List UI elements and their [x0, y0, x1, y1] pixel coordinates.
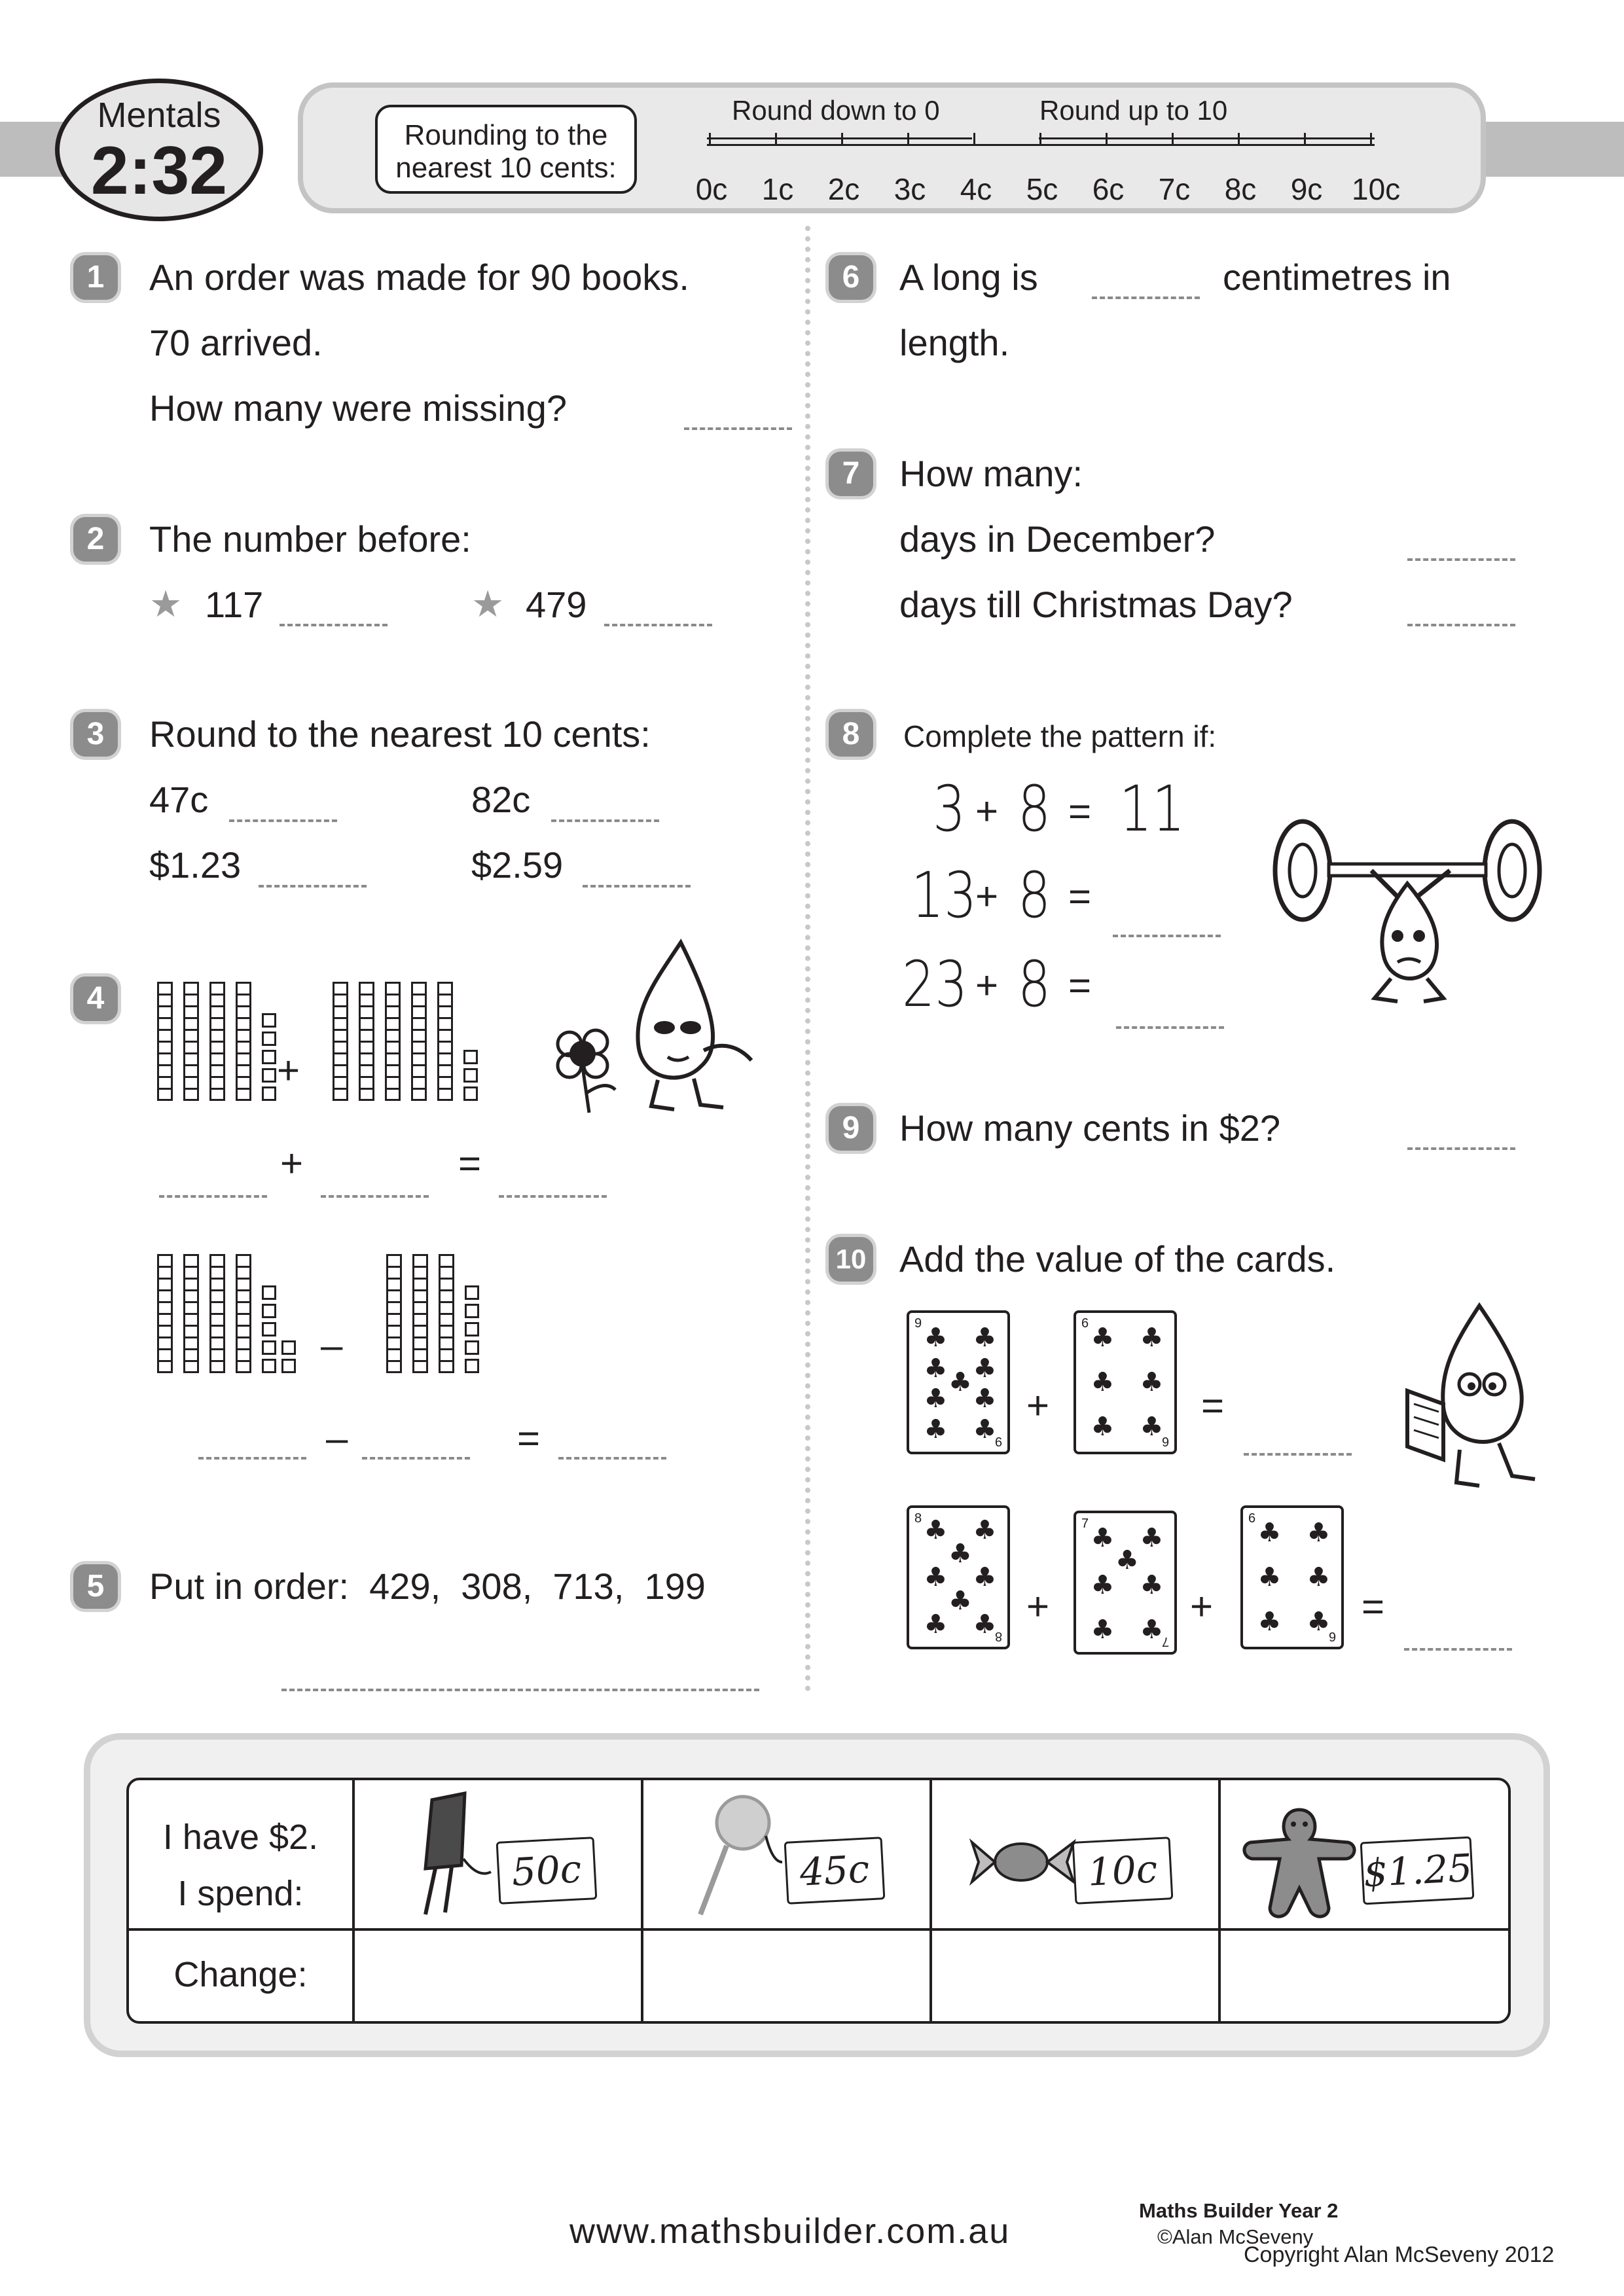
unit-cube-block [465, 1322, 479, 1336]
question-8-number: 8 [829, 712, 873, 757]
ten-rod-block [183, 982, 199, 1101]
question-9-number: 9 [829, 1106, 873, 1151]
scale-label: 2c [827, 172, 860, 206]
ten-rod-block [439, 1254, 454, 1373]
unit-cube-block [262, 1031, 276, 1046]
q4-minus-sign: – [321, 1323, 343, 1367]
ten-rod-block [236, 982, 251, 1101]
q3-item-1: 47c [149, 779, 209, 820]
q4-plus-sign-2: + [280, 1141, 304, 1185]
q8-row-1-a: 3 [933, 772, 966, 846]
card-corner-value: 9 [994, 1434, 1002, 1448]
q5-answer-blank[interactable] [281, 1689, 759, 1691]
q10-equals-sign-2: = [1362, 1585, 1385, 1628]
club-suit-icon: ♣ [948, 1586, 972, 1617]
q4-blank-2[interactable] [321, 1195, 429, 1198]
club-suit-icon: ♣ [1307, 1562, 1331, 1592]
mentals-number: 2:32 [90, 133, 228, 209]
club-suit-icon: ♣ [1140, 1411, 1164, 1442]
unit-cube-block [463, 1050, 478, 1064]
club-suit-icon: ♣ [1140, 1367, 1164, 1397]
scale-tick [1106, 133, 1108, 145]
club-suit-icon: ♣ [1307, 1606, 1331, 1637]
q8-row-1-result: 11 [1119, 772, 1185, 846]
round-down-bracket [707, 137, 972, 139]
question-2-number: 2 [73, 517, 118, 562]
mentals-badge [55, 79, 263, 221]
q8-row-2-b: 8 [1018, 859, 1051, 932]
question-7-number: 7 [829, 452, 873, 496]
ten-rod-block [437, 982, 453, 1101]
club-suit-icon: ♣ [924, 1515, 948, 1545]
club-suit-icon: ♣ [924, 1384, 948, 1414]
scale-tick [709, 133, 711, 145]
club-suit-icon: ♣ [1091, 1523, 1115, 1554]
q4-blank-3[interactable] [499, 1195, 607, 1198]
card-corner-value: 7 [1161, 1634, 1169, 1649]
ten-rod-block [157, 982, 173, 1101]
price-tag-value: 45c [799, 1846, 871, 1895]
rounding-label-box [375, 105, 637, 194]
q3-item-3: $1.23 [149, 844, 242, 886]
price-tag-value: 10c [1087, 1846, 1159, 1895]
q4-blank-1[interactable] [159, 1195, 267, 1198]
unit-cube-block [262, 1086, 276, 1101]
q1-line-1: An order was made for 90 books. [149, 257, 689, 298]
q4-blank-5[interactable] [362, 1457, 470, 1460]
ten-rod-block [411, 982, 427, 1101]
unit-cube-block [463, 1086, 478, 1101]
q3-item-2: 82c [471, 779, 531, 820]
ice-block-icon [399, 1787, 497, 1918]
scale-tick [973, 133, 975, 145]
club-suit-icon: ♣ [924, 1562, 948, 1592]
table-row-1-label: I have $2. I spend: [162, 1818, 319, 1913]
q8-row-1-plus: + [975, 789, 999, 833]
club-suit-icon: ♣ [1091, 1570, 1115, 1601]
q3-item-4: $2.59 [471, 844, 564, 886]
q4-blank-4[interactable] [198, 1457, 306, 1460]
card-corner-value: 8 [914, 1511, 922, 1526]
q4-equals-sign: = [458, 1141, 482, 1185]
q9-answer-blank[interactable] [1407, 1147, 1515, 1150]
round-up-bracket [1039, 137, 1375, 139]
q7-answer-blank-1[interactable] [1407, 558, 1515, 561]
scale-label: 10c [1352, 172, 1401, 206]
price-tag [784, 1837, 886, 1905]
scale-label: 6c [1092, 172, 1125, 206]
mentals-label: Mentals [97, 96, 221, 135]
price-tag [496, 1837, 598, 1905]
lollipop-icon [687, 1790, 785, 1921]
water-drop-mascot-reading-icon [1388, 1299, 1545, 1496]
club-suit-icon: ♣ [1115, 1545, 1139, 1576]
ten-rod-block [209, 1254, 225, 1373]
water-drop-mascot-weightlifter-icon [1263, 798, 1551, 1008]
q8-prompt: Complete the pattern if: [903, 719, 1217, 753]
q8-answer-blank-1[interactable] [1113, 935, 1221, 937]
water-drop-mascot-flower-icon [543, 929, 759, 1119]
q6-text-c: length. [899, 322, 1010, 363]
q3-answer-blank-1[interactable] [229, 819, 337, 822]
scale-label: 4c [960, 172, 992, 206]
q4-plus-sign: + [277, 1049, 300, 1092]
scale-tick [1370, 133, 1372, 145]
change-cell-1[interactable] [355, 1931, 641, 2024]
scale-tick [775, 133, 777, 145]
q10-answer-blank-1[interactable] [1244, 1453, 1352, 1456]
card-corner-value: 6 [1328, 1629, 1336, 1643]
q2-answer-blank-1[interactable] [280, 624, 388, 626]
scale-tick [1039, 133, 1041, 145]
scale-tick [907, 133, 909, 145]
question-5-number: 5 [73, 1564, 118, 1609]
wrapped-lolly-icon [969, 1826, 1087, 1898]
q7-answer-blank-2[interactable] [1407, 624, 1515, 626]
unit-cube-block [262, 1340, 276, 1355]
ten-rod-block [183, 1254, 199, 1373]
playing-card [907, 1310, 1010, 1454]
ten-rod-block [359, 982, 374, 1101]
change-cell-4[interactable] [1221, 1931, 1511, 2024]
star-icon: ★ [471, 583, 505, 626]
q8-row-3-b: 8 [1018, 948, 1051, 1021]
question-6-number: 6 [829, 255, 873, 300]
ten-rod-block [209, 982, 225, 1101]
question-3-number: 3 [73, 712, 118, 757]
playing-card [1074, 1310, 1177, 1454]
ten-rod-block [157, 1254, 173, 1373]
change-cell-2[interactable] [643, 1931, 929, 2024]
scale-tick [1172, 133, 1174, 145]
ten-rod-block [385, 982, 401, 1101]
unit-cube-block [262, 1322, 276, 1336]
club-suit-icon: ♣ [1140, 1615, 1164, 1645]
club-suit-icon: ♣ [1091, 1615, 1115, 1645]
card-corner-value: 9 [914, 1316, 922, 1331]
unit-cube-block [262, 1359, 276, 1373]
playing-card [907, 1505, 1010, 1649]
scale-label: 3c [893, 172, 926, 206]
price-tag-value: $1.25 [1362, 1845, 1473, 1896]
q4-blank-6[interactable] [558, 1457, 666, 1460]
q1-answer-blank[interactable] [684, 427, 792, 430]
unit-cube-block [262, 1013, 276, 1028]
ten-rod-block [333, 982, 348, 1101]
unit-cube-block [465, 1359, 479, 1373]
club-suit-icon: ♣ [924, 1353, 948, 1384]
scale-label: 9c [1290, 172, 1323, 206]
playing-card [1240, 1505, 1344, 1649]
club-suit-icon: ♣ [924, 1609, 948, 1640]
club-suit-icon: ♣ [973, 1515, 997, 1545]
club-suit-icon: ♣ [1140, 1523, 1164, 1554]
question-10-number: 10 [829, 1237, 873, 1282]
unit-cube-block [465, 1304, 479, 1318]
q8-row-1-equals: = [1068, 789, 1092, 833]
card-corner-value: 6 [1248, 1511, 1256, 1526]
club-suit-icon: ♣ [1307, 1518, 1331, 1549]
card-corner-value: 7 [1081, 1516, 1089, 1531]
ten-rod-block [386, 1254, 402, 1373]
q3-answer-blank-3[interactable] [259, 885, 367, 888]
footer-book-title: Maths Builder Year 2 [1139, 2199, 1339, 2222]
club-suit-icon: ♣ [1091, 1367, 1115, 1397]
scale-label: 8c [1224, 172, 1257, 206]
round-up-label: Round up to 10 [1039, 95, 1228, 126]
unit-cube-block [465, 1340, 479, 1355]
scale-label: 1c [761, 172, 794, 206]
q8-row-2-plus: + [975, 874, 999, 918]
table-row-2-label: Change: [173, 1955, 308, 1994]
unit-cube-block [262, 1304, 276, 1318]
club-suit-icon: ♣ [1257, 1606, 1282, 1637]
card-corner-value: 6 [1081, 1316, 1089, 1331]
column-divider [805, 226, 810, 1692]
rounding-label-text: Rounding to the nearest 10 cents: [395, 119, 617, 184]
gingerbread-man-icon [1237, 1803, 1362, 1921]
q9-prompt: How many cents in $2? [899, 1107, 1281, 1149]
q5-prompt: Put in order: 429, 308, 713, 199 [149, 1566, 706, 1607]
q3-answer-blank-2[interactable] [551, 819, 659, 822]
q6-text-b: centimetres in [1223, 257, 1451, 298]
ten-rod-block [236, 1254, 251, 1373]
footer-copyright: Copyright Alan McSeveny 2012 [1244, 2242, 1555, 2267]
q4-equals-sign-2: = [517, 1416, 541, 1460]
q10-plus-sign-3: + [1190, 1585, 1214, 1628]
q2-prompt: The number before: [149, 518, 471, 560]
round-down-label: Round down to 0 [732, 95, 940, 126]
card-corner-value: 6 [1161, 1434, 1169, 1448]
q10-prompt: Add the value of the cards. [899, 1238, 1336, 1280]
club-suit-icon: ♣ [948, 1538, 972, 1569]
club-suit-icon: ♣ [973, 1323, 997, 1354]
q10-plus-sign-1: + [1026, 1384, 1050, 1427]
q6-text-a: A long is [899, 257, 1038, 298]
q1-line-2: 70 arrived. [149, 322, 323, 363]
scale-tick [1304, 133, 1306, 145]
club-suit-icon: ♣ [973, 1414, 997, 1445]
club-suit-icon: ♣ [1091, 1323, 1115, 1354]
club-suit-icon: ♣ [1257, 1518, 1282, 1549]
question-4-number: 4 [73, 977, 118, 1021]
club-suit-icon: ♣ [1257, 1562, 1282, 1592]
footer-website: www.mathsbuilder.com.au [569, 2212, 1011, 2251]
price-tag [1072, 1837, 1174, 1905]
q7-prompt: How many: [899, 453, 1083, 494]
q8-answer-blank-2[interactable] [1116, 1026, 1224, 1029]
change-cell-3[interactable] [932, 1931, 1218, 2024]
q6-answer-blank[interactable] [1092, 296, 1200, 299]
q2-item-1: 117 [205, 584, 264, 625]
scale-tick [1238, 133, 1240, 145]
ten-rod-block [412, 1254, 428, 1373]
q3-prompt: Round to the nearest 10 cents: [149, 713, 651, 755]
footer-author: ©Alan McSeveny [1157, 2225, 1314, 2248]
q7-item-1: days in December? [899, 518, 1216, 560]
unit-cube-block [281, 1340, 296, 1355]
club-suit-icon: ♣ [973, 1562, 997, 1592]
club-suit-icon: ♣ [973, 1384, 997, 1414]
q7-item-2: days till Christmas Day? [899, 584, 1293, 625]
question-1-number: 1 [73, 255, 118, 300]
unit-cube-block [465, 1285, 479, 1300]
q10-answer-blank-2[interactable] [1404, 1648, 1512, 1651]
club-suit-icon: ♣ [1091, 1411, 1115, 1442]
q8-row-2-equals: = [1068, 874, 1092, 918]
scale-label: 0c [695, 172, 728, 206]
unit-cube-block [262, 1068, 276, 1083]
unit-cube-block [262, 1285, 276, 1300]
q8-row-3-a: 23 [902, 948, 968, 1021]
q2-item-2: 479 [526, 584, 587, 625]
club-suit-icon: ♣ [973, 1609, 997, 1640]
q10-equals-sign-1: = [1201, 1384, 1225, 1427]
price-tag [1360, 1837, 1475, 1905]
card-corner-value: 8 [994, 1629, 1002, 1643]
q4-minus-sign-2: – [326, 1416, 348, 1460]
unit-cube-block [281, 1359, 296, 1373]
club-suit-icon: ♣ [973, 1353, 997, 1384]
unit-cube-block [262, 1050, 276, 1064]
club-suit-icon: ♣ [924, 1323, 948, 1354]
q1-line-3: How many were missing? [149, 387, 567, 429]
unit-cube-block [463, 1068, 478, 1083]
club-suit-icon: ♣ [1140, 1570, 1164, 1601]
q10-plus-sign-2: + [1026, 1585, 1050, 1628]
q8-row-3-equals: = [1068, 963, 1092, 1007]
q8-row-3-plus: + [975, 963, 999, 1007]
price-tag-value: 50c [511, 1846, 583, 1895]
header-band-right [1486, 122, 1624, 177]
scale-tick [841, 133, 843, 145]
playing-card [1074, 1511, 1177, 1655]
star-icon: ★ [149, 583, 183, 626]
q8-row-1-b: 8 [1018, 772, 1051, 846]
club-suit-icon: ♣ [948, 1367, 972, 1397]
scale-label: 7c [1158, 172, 1191, 206]
club-suit-icon: ♣ [924, 1414, 948, 1445]
scale-label: 5c [1026, 172, 1058, 206]
q8-row-2-a: 13 [911, 859, 977, 932]
club-suit-icon: ♣ [1140, 1323, 1164, 1354]
q2-answer-blank-2[interactable] [604, 624, 712, 626]
q3-answer-blank-4[interactable] [583, 885, 691, 888]
